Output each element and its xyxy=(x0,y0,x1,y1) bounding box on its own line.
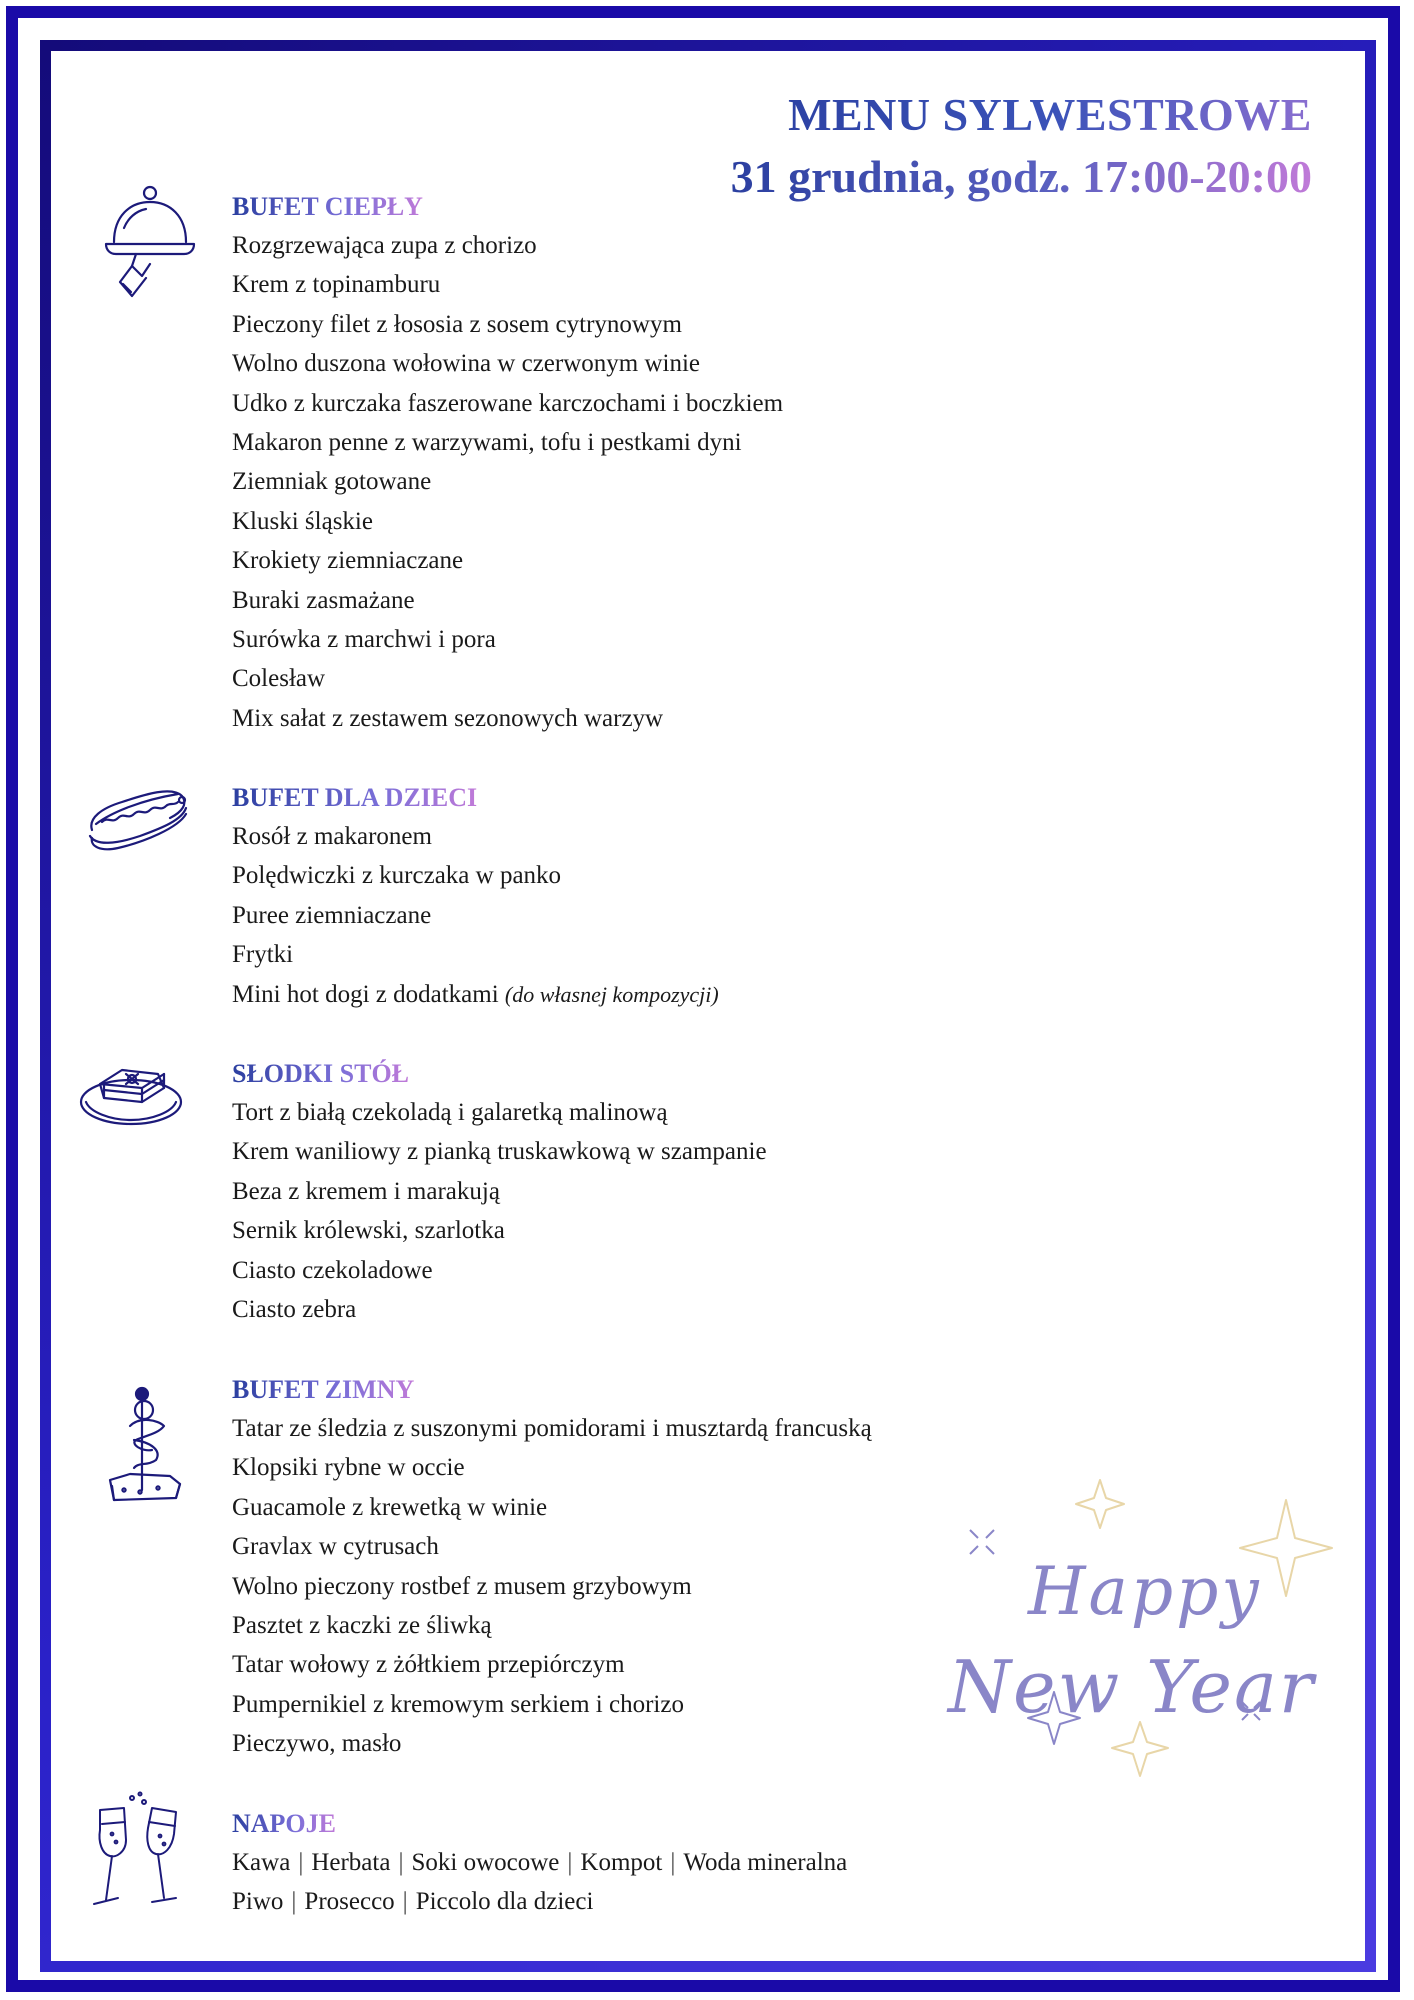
sparkle-star-icon xyxy=(1112,1722,1168,1776)
menu-item: Pieczony filet z łososia z sosem cytrynowym xyxy=(232,310,682,338)
separator: | xyxy=(567,1849,573,1876)
menu-item: Guacamole z krewetką w winie xyxy=(232,1493,548,1521)
separator: | xyxy=(298,1849,304,1876)
serving-cloche-icon xyxy=(98,180,202,305)
menu-item: Ziemniak gotowane xyxy=(232,468,432,496)
section-title: BUFET CIEPŁY xyxy=(232,187,423,226)
menu-item: Mix sałat z zestawem sezonowych warzyw xyxy=(232,704,664,732)
separator: | xyxy=(398,1849,404,1876)
menu-item: Puree ziemniaczane xyxy=(232,901,432,929)
menu-item: Buraki zasmażane xyxy=(232,586,415,614)
sparkle-star-icon xyxy=(1076,1480,1124,1528)
separator: | xyxy=(670,1849,676,1876)
menu-item-note: (do własnej kompozycji) xyxy=(504,981,719,1007)
section-title: BUFET DLA DZIECI xyxy=(232,778,477,817)
menu-item: Sernik królewski, szarlotka xyxy=(232,1217,505,1245)
section-bufet-dla-dzieci xyxy=(232,778,719,1014)
drink-item: Prosecco xyxy=(304,1888,395,1916)
drink-item: Piccolo dla dzieci xyxy=(415,1888,594,1916)
menu-item: Kluski śląskie xyxy=(232,507,373,535)
drinks-line xyxy=(232,1843,847,1882)
section-slodki-stol xyxy=(232,1054,767,1329)
menu-item: Krokiety ziemniaczane xyxy=(232,547,464,575)
greeting-happy: Happy xyxy=(1028,1553,1262,1630)
menu-item-label: Mini hot dogi z dodatkami xyxy=(232,980,499,1008)
menu-item: Rozgrzewająca zupa z chorizo xyxy=(232,232,537,259)
menu-item: Pasztet z kaczki ze śliwką xyxy=(232,1612,492,1640)
drink-item: Kompot xyxy=(580,1849,663,1876)
menu-item: Frytki xyxy=(232,941,294,969)
hot-dog-icon xyxy=(82,778,194,858)
champagne-glasses-icon xyxy=(82,1790,194,1920)
menu-item: Surówka z marchwi i pora xyxy=(232,626,496,654)
menu-title: MENU SYLWESTROWE xyxy=(731,88,1312,142)
separator: | xyxy=(291,1888,297,1916)
section-title: BUFET ZIMNY xyxy=(232,1370,414,1409)
menu-item: Krem waniliowy z pianką truskawkową w szampanie xyxy=(232,1138,767,1166)
menu-item: Rosół z makaronem xyxy=(232,823,432,850)
sparkle-cross-icon xyxy=(970,1530,994,1554)
section-title: SŁODKI STÓŁ xyxy=(232,1054,409,1093)
drink-item: Herbata xyxy=(311,1849,391,1876)
menu-item: Gravlax w cytrusach xyxy=(232,1533,439,1561)
menu-item: Pumpernikiel z kremowym serkiem i chorizo xyxy=(232,1690,684,1718)
menu-item: Udko z kurczaka faszerowane karczochami i boczkiem xyxy=(232,389,784,417)
drink-item: Soki owocowe xyxy=(411,1849,560,1876)
drink-item: Piwo xyxy=(232,1888,284,1916)
cake-slice-icon xyxy=(76,1050,186,1134)
menu-item: Pieczywo, masło xyxy=(232,1730,402,1758)
canape-skewer-icon xyxy=(100,1380,190,1520)
section-title: NAPOJE xyxy=(232,1804,336,1843)
menu-item: Ciasto zebra xyxy=(232,1296,357,1324)
menu-date-time: 31 grudnia, godz. 17:00-20:00 xyxy=(730,151,1312,202)
menu-item: Krem z topinamburu xyxy=(232,271,441,299)
menu-item: Wolno duszona wołowina w czerwonym winie xyxy=(232,350,701,378)
menu-item: Makaron penne z warzywami, tofu i pestkami dyni xyxy=(232,429,742,457)
menu-item: Beza z kremem i marakują xyxy=(232,1177,500,1205)
menu-item: Tort z białą czekoladą i galaretką malinową xyxy=(232,1099,668,1126)
menu-item: Tatar ze śledzia z suszonymi pomidorami i musztardą francuską xyxy=(232,1415,872,1442)
drink-item: Woda mineralna xyxy=(683,1849,848,1876)
menu-item: Klopsiki rybne w occie xyxy=(232,1454,465,1482)
menu-item: Wolno pieczony rostbef z musem grzybowym xyxy=(232,1572,692,1600)
separator: | xyxy=(402,1888,408,1916)
menu-header xyxy=(731,88,1312,204)
happy-new-year-decoration xyxy=(940,1460,1340,1800)
menu-item xyxy=(232,975,719,1014)
menu-item: Tatar wołowy z żółtkiem przepiórczym xyxy=(232,1651,625,1679)
drinks-line xyxy=(232,1882,847,1921)
section-bufet-zimny xyxy=(232,1370,872,1764)
greeting-new-year: New Year xyxy=(948,1645,1316,1729)
menu-item: Polędwiczki z kurczaka w panko xyxy=(232,862,562,890)
section-napoje xyxy=(232,1804,847,1922)
menu-item: Ciasto czekoladowe xyxy=(232,1256,433,1284)
drink-item: Kawa xyxy=(232,1849,291,1876)
menu-item: Colesław xyxy=(232,665,326,693)
section-bufet-cieply xyxy=(232,187,783,738)
